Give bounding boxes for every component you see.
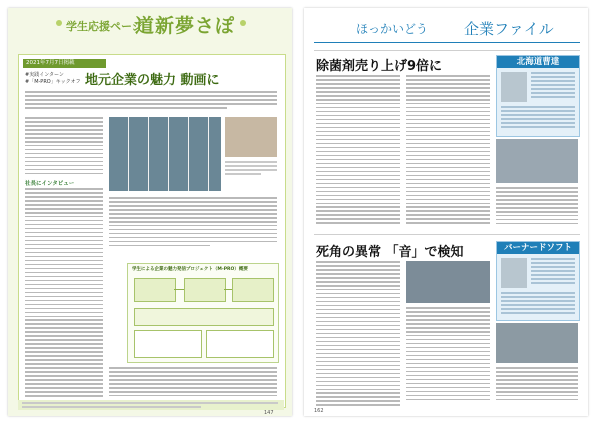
company-info-text — [531, 258, 575, 286]
video-conference-photo — [109, 117, 221, 191]
header-dot-icon — [56, 20, 62, 26]
diagram-node — [206, 330, 274, 358]
factory-photo — [496, 139, 578, 183]
article-text-column — [406, 75, 490, 226]
article-text-column — [496, 187, 578, 227]
diagram-node — [134, 278, 176, 302]
article-text-column — [496, 367, 578, 403]
article-tag: #「M-PRO」キックオフ — [25, 79, 81, 85]
company-info-box — [496, 241, 580, 321]
left-page — [8, 8, 292, 416]
diagram-node — [184, 278, 226, 302]
diagram-arrow — [174, 289, 184, 290]
left-header-small: 学生応援ページ — [66, 20, 143, 33]
diagram-title: 学生による企業の魅力発信プロジェクト（M-PRO）概要 — [132, 267, 248, 272]
company-photo — [501, 258, 527, 288]
left-header-subtitle — [8, 42, 292, 52]
body-text-column — [25, 117, 103, 177]
left-page-number: 147 — [264, 410, 274, 416]
right-header-big: 企業ファイル — [464, 20, 554, 38]
photo-caption — [225, 161, 277, 177]
section-heading: 社長にインタビュー — [25, 181, 75, 187]
company-info-text — [501, 106, 575, 130]
right-page — [304, 8, 588, 416]
project-diagram — [127, 263, 279, 363]
article-title: 地元企業の魅力 動画に — [85, 73, 220, 88]
body-text-column — [109, 197, 277, 249]
article-text-column — [406, 307, 490, 403]
product-photo — [406, 261, 490, 303]
article-text-column — [316, 261, 400, 408]
article-tag: #実践インターン — [25, 72, 64, 78]
office-photo — [496, 323, 578, 363]
diagram-arrow — [224, 289, 232, 290]
company-photo — [501, 72, 527, 102]
body-text-column — [25, 188, 103, 399]
company-info-text — [531, 72, 575, 100]
article-headline: 除菌剤売り上げ9倍に — [316, 59, 443, 74]
lead-text-block — [25, 91, 277, 111]
company-name: 北海道曹達 — [497, 56, 579, 68]
right-page-number: 162 — [314, 408, 324, 414]
header-dot-icon — [240, 20, 246, 26]
company-article-2 — [314, 234, 580, 413]
diagram-node — [134, 330, 202, 358]
diagram-node — [232, 278, 274, 302]
inset-photo — [225, 117, 277, 157]
article-text-column — [316, 75, 400, 226]
header-rule — [314, 42, 580, 43]
article-headline: 死角の異常 「音」で検知 — [316, 245, 464, 260]
article-box — [18, 54, 286, 408]
company-info-box — [496, 55, 580, 137]
company-name: バーナードソフト — [497, 242, 579, 254]
body-text-column — [109, 367, 277, 399]
diagram-node — [134, 308, 274, 326]
company-info-text — [501, 292, 575, 316]
left-page-header — [8, 8, 292, 42]
footnote-bar — [18, 400, 284, 410]
left-header-big: 道新夢さぽ — [135, 15, 236, 37]
right-header-small: ほっかいどう — [356, 22, 429, 36]
company-article-1 — [314, 50, 580, 231]
article-date: 2021年7月7日掲載 — [23, 59, 106, 68]
